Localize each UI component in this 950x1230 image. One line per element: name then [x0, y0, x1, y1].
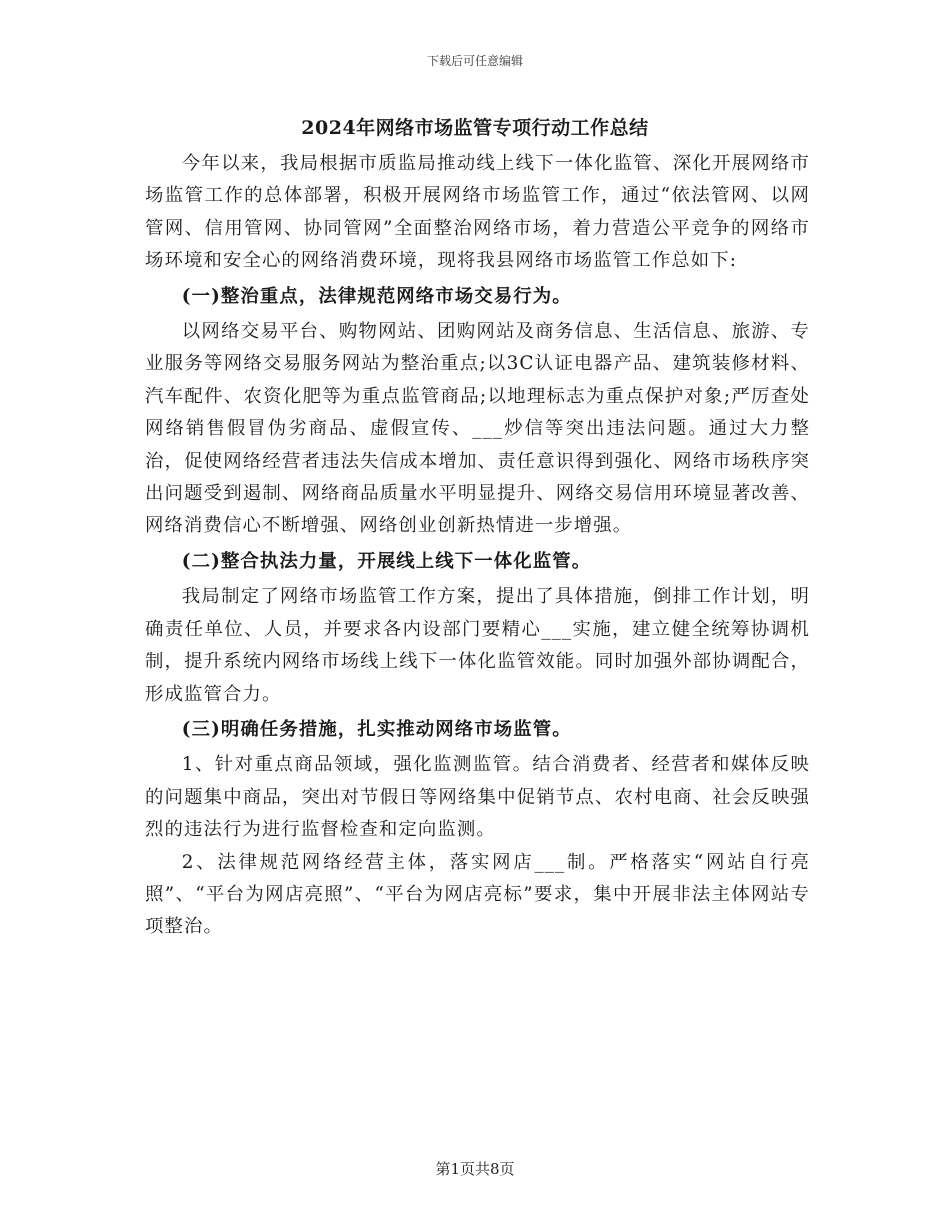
section-heading-1: (一)整治重点，法律规范网络市场交易行为。: [181, 285, 572, 307]
section-3-item-2: 2、法律规范网络经营主体，落实网店___制。严格落实“网站自行亮照”、“平台为网店亮照”、“平台为网店亮标”要求，集中开展非法主体网站专项整治。: [145, 851, 810, 938]
intro-paragraph: 今年以来，我局根据市质监局推动线上线下一体化监管、深化开展网络市场监管工作的总体部署，积极开展网络市场监管工作，通过“依法管网、以网管网、信用管网、协同管网”全面整治网络市场，着力营造公平竞争的网络市场环境和安全心的网络消费环境，现将我县网络市场监管工作总如下:: [145, 153, 810, 272]
section-heading-3: (三)明确任务措施，扎实推动网络市场监管。: [181, 718, 572, 740]
page-header: 下载后可任意编辑: [426, 54, 523, 68]
section-3-item-1: 1、针对重点商品领域，强化监测监管。结合消费者、经营者和媒体反映的问题集中商品，突出对节假日等网络集中促销节点、农村电商、社会反映强烈的违法行为进行监督检查和定向监测。: [145, 754, 810, 841]
page-footer: 第1页共8页: [435, 1160, 515, 1178]
section-2-paragraph: 我局制定了网络市场监管工作方案，提出了具体措施，倒排工作计划，明确责任单位、人员，并要求各内设部门要精心___实施，建立健全统筹协调机制，提升系统内网络市场线上线下一体化监管效能。同时加强外部协调配合，形成监管合力。: [145, 586, 810, 705]
section-heading-2: (二)整合执法力量，开展线上线下一体化监管。: [181, 550, 592, 572]
document-title: 2024年网络市场监管专项行动工作总结: [301, 117, 649, 139]
section-1-paragraph: 以网络交易平台、购物网站、团购网站及商务信息、生活信息、旅游、专业服务等网络交易服务网站为整治重点;以3C认证电器产品、建筑装修材料、汽车配件、农资化肥等为重点监管商品;以地理标志为重点保护对象;严厉查处网络销售假冒伪劣商品、虚假宣传、___炒信等突出违法问题。通过大力整治，促使网络经营者违法失信成本增加、责任意识得到强化、网络市场秩序突出问题受到遏制、网络商品质量水平明显提升、网络交易信用环境显著改善、网络消费信心不断增强、网络创业创新热情进一步增强。: [145, 321, 810, 537]
document-body: [145, 148, 810, 944]
